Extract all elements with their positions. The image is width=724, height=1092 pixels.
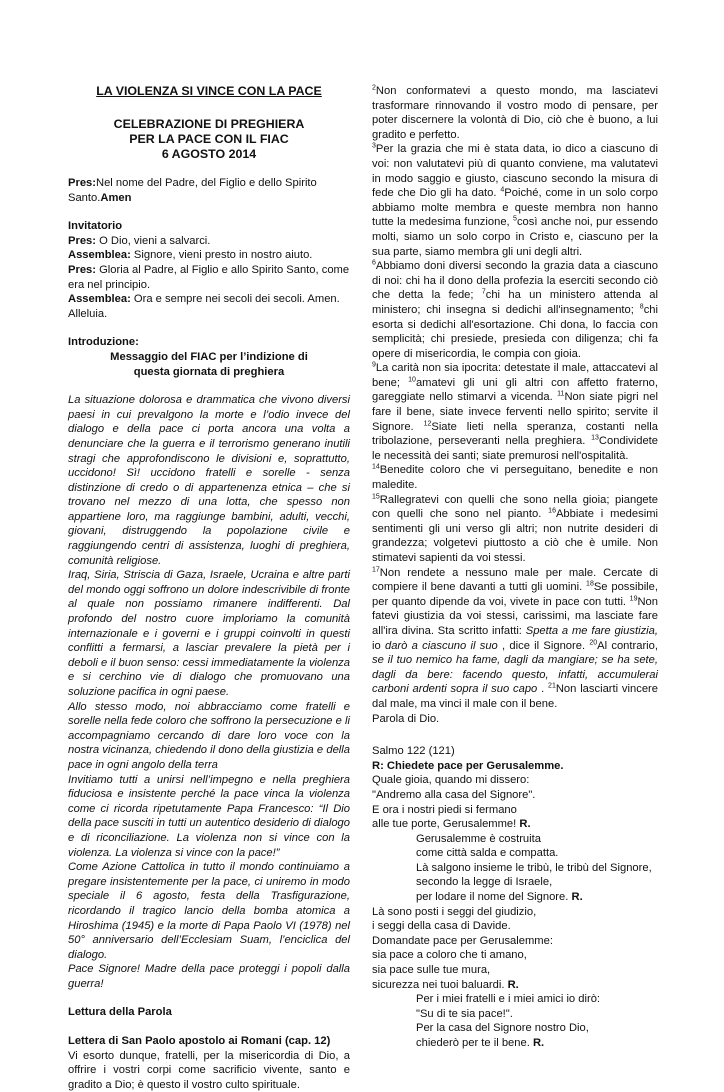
psalm-line: [372, 890, 658, 905]
psalm-line: Gerusalemme è costruita: [416, 832, 541, 845]
opening-text: Nel nome del Padre, del Figlio e dello Spirito Santo.: [68, 177, 317, 204]
verse-text: così anche noi, pur essendo molti, siamo un solo corpo in Cristo e, ciascuno per la sua parte, siamo membra gli uni degli altri.: [372, 216, 659, 258]
opening-amen: Amen: [100, 191, 132, 204]
subtitle-line-1: CELEBRAZIONE DI PREGHIERA: [113, 117, 305, 131]
psalm-line: sia pace a coloro che ti amano,: [372, 949, 527, 962]
psalm-title: Salmo 122 (121): [372, 745, 455, 758]
psalm-line: Là sono posti i seggi del giudizio,: [372, 905, 537, 918]
intro-heading: Introduzione:: [68, 336, 139, 349]
dialogue-text: O Dio, vieni a salvarci.: [96, 234, 211, 247]
verse-number: 19: [629, 595, 638, 603]
reading-closing: Parola di Dio.: [372, 712, 440, 725]
psalm-line-text: chiederò per te il bene.: [416, 1037, 533, 1049]
verse-number: 3: [372, 142, 376, 150]
verse-text: chi esorta si dedichi all'esortazione. Chi dona, lo faccia con semplicità; chi presiede, presieda con diligenza; chi fa opere di misericordia, le compia con gioia.: [372, 303, 658, 360]
psalm-line: come città salda e compatta.: [416, 847, 559, 860]
psalm-line: "Su di te sia pace!".: [416, 1007, 513, 1020]
verse-text: chi ha un ministero attenda al ministero; chi insegna si dedichi all'insegnamento;: [372, 289, 658, 316]
verse-text: Abbiate i medesimi sentimenti gli uni verso gli altri; non nutrite desideri di grandezza; volgetevi piuttosto a ciò che è umile. Non stimatevi sapienti da voi stessi.: [372, 508, 658, 564]
opening-speaker: Pres:: [68, 177, 96, 189]
verse-text: Non lasciarti vincere dal male, ma vinci il male con il bene.: [372, 683, 659, 710]
verse-text: Non fatevi giustizia da voi stessi, carissimi, ma lasciate fare all'ira divina. Sta scritto infatti:: [372, 595, 658, 637]
verse-text: , dice il Signore.: [497, 639, 590, 652]
psalm-line: [372, 978, 658, 993]
psalm-line: Quale gioia, quando mi dissero:: [372, 774, 530, 787]
invitatorio-line-1: [68, 234, 350, 249]
verse-number: 12: [423, 419, 432, 427]
lettura-heading: Lettura della Parola: [68, 1006, 172, 1019]
scripture-quote: se il tuo nemico ha fame, dagli da mangiare; se ha sete, dagli da bere: facendo questo, infatti, accumulerai carboni ardenti sopra il suo capo: [372, 654, 658, 696]
speaker-label: Pres:: [68, 263, 96, 276]
intro-paragraph: La situazione dolorosa e drammatica che vivono diversi paesi in cui prevalgono la morte e l’odio invece del dialogo e della pace ci porta ancora una volta a denunciare che la guerra e il terrorismo generano inutili stragi che approfondiscono le divisioni e, soprattutto, uccidono! Sì! uccidono fratelli e sorelle - senza distinzione di credo o di appartenenza etnica – che si trovano nel mezzo di una lotta, che spesso non appartiene loro, ma raggiunge bambini, adulti, vecchi, giovani, distruggendo la popolazione civile e raggiungendo centri di assistenza, luoghi di preghiera, comunità religiose.: [68, 394, 350, 567]
verse-text: amatevi gli uni gli altri con affetto fraterno, gareggiate nello stimarvi a vicenda.: [372, 376, 658, 404]
left-column: [68, 84, 350, 1092]
psalm-line: Domandate pace per Gerusalemme:: [372, 934, 553, 947]
verse-number: 2: [372, 84, 376, 92]
verse-text: Rallegratevi con quelli che sono nella gioia; piangete con quelli che sono nel pianto.: [372, 493, 658, 521]
verse-number: 8: [639, 303, 644, 311]
psalm-line: Per la casa del Signore nostro Dio,: [416, 1022, 589, 1035]
dialogue-text: Gloria al Padre, al Figlio e allo Spirito Santo, come era nel principio.: [68, 263, 350, 291]
verse-number: 4: [500, 186, 505, 194]
scripture-quote: Spetta a me fare giustizia,: [525, 624, 658, 637]
verse-text: io: [372, 639, 385, 652]
psalm-line: sia pace sulle tue mura,: [372, 964, 491, 977]
verse-text: Condividete le necessità dei santi; siate premurosi nell'ospitalità.: [372, 435, 658, 462]
verse-number: 16: [548, 507, 556, 515]
intro-paragraph: Allo stesso modo, noi abbracciamo come fratelli e sorelle nella fede coloro che soffrono la persecuzione e li accompagniamo cercando di dare loro voce con la nostra vicinanza, chiedendo il dono della giustizia e della pace in ogni angolo della terra: [68, 700, 350, 771]
opening-formula: [68, 176, 350, 205]
verse-number: 18: [586, 580, 594, 588]
verse-number: 13: [591, 434, 599, 442]
intro-paragraph: Iraq, Siria, Striscia di Gaza, Israele, Ucraina e altre parti del mondo oggi soffrono un dolore indescrivibile di fronte al quale non possiamo rimanere indifferenti. Dal profondo del nostro cuore imploriamo la comunità internazionale e i governi e i gruppi coinvolti in questi conflitti a fermarsi, a lasciar prevalere la pietà per i deboli e il buon senso: cessi immediatamente la violenza e si cerchino vie di dialogo che promuovano una soluzione pacifica in ogni paese.: [68, 569, 350, 698]
psalm-response: R.: [532, 1037, 545, 1049]
invitatorio-heading: Invitatorio: [68, 220, 123, 233]
verse-number: 6: [372, 259, 376, 267]
verse-number: 21: [548, 682, 556, 690]
verse-text: Al contrario,: [597, 639, 658, 652]
verse-number: 11: [557, 390, 565, 398]
verse-text: La carità non sia ipocrita: detestate il male, attaccatevi al bene;: [372, 362, 658, 389]
verse-text: Se possibile, per quanto dipende da voi, vivete in pace con tutti.: [372, 581, 658, 608]
dialogue-text: Signore, vieni presto in nostro aiuto.: [130, 249, 313, 262]
speaker-label: Pres:: [68, 234, 96, 247]
psalm-response: R.: [507, 978, 519, 991]
verse-number: 17: [372, 565, 380, 573]
psalm-response: R.: [571, 891, 583, 904]
psalm-line: [372, 817, 658, 832]
psalm-line: "Andremo alla casa del Signore".: [372, 788, 536, 801]
psalm-line: i seggi della casa di Davide.: [372, 920, 511, 933]
verse-text: Non siate pigri nel fare il bene, siate invece ferventi nello spirito; servite il Signore.: [372, 391, 658, 433]
verse-number: 5: [513, 215, 517, 223]
verse-number: 7: [481, 288, 486, 296]
psalm-line: E ora i nostri piedi si fermano: [372, 803, 517, 816]
subtitle-date: 6 AGOSTO 2014: [161, 147, 257, 161]
psalm-line: secondo la legge di Israele,: [416, 876, 553, 889]
psalm-line: Là salgono insieme le tribù, le tribù del Signore,: [416, 861, 652, 874]
verse-number: 10: [408, 376, 416, 384]
verse-text: .: [537, 683, 549, 696]
psalm-line-text: sicurezza nei tuoi baluardi.: [372, 978, 508, 991]
verse-number: 9: [372, 361, 376, 369]
psalm-line: Per i miei fratelli e i miei amici io dirò:: [416, 993, 601, 1006]
verse-text: Non conformatevi a questo mondo, ma lasciatevi trasformare rinnovando il vostro modo di pensare, per poter discernere la volontà di Dio, ciò che è buono, a lui gradito e perfetto.: [372, 85, 658, 141]
intro-subheading-1: Messaggio del FIAC per l’indizione di: [110, 350, 308, 363]
reading-verse-1: Vi esorto dunque, fratelli, per la misericordia di Dio, a offrire i vostri corpi come sacrificio vivente, santo e gradito a Dio; è questo il vostro culto spirituale.: [68, 1049, 350, 1091]
invitatorio-line-4: [68, 292, 350, 321]
psalm-refrain: R: Chiedete pace per Gerusalemme.: [372, 759, 564, 772]
verse-number: 20: [589, 638, 598, 646]
verse-text: Siate lieti nella speranza, costanti nella tribolazione, perseveranti nella preghiera.: [372, 420, 659, 448]
page-title: LA VIOLENZA SI VINCE CON LA PACE: [96, 84, 322, 98]
intro-paragraph: Invitiamo tutti a unirsi nell’impegno e nella preghiera fiduciosa e insistente perché la pace vinca la violenza come ci ricorda ripetutamente Papa Francesco: “Il Dio della pace susciti in tutti un autentico desiderio di dialogo e di riconciliazione. La violenza non si vince con la violenza. La violenza si vince con la pace!”: [68, 773, 350, 859]
reading-title: Lettera di San Paolo apostolo ai Romani (cap. 12): [68, 1035, 331, 1048]
verse-text: Per la grazia che mi è stata data, io dico a ciascuno di voi: non valutatevi più di quanto conviene, ma valutatevi in modo saggio e giusto, ciascuno secondo la misura di fede che Dio gli ha dato.: [372, 143, 658, 200]
verse-text: Abbiamo doni diversi secondo la grazia data a ciascuno di noi: chi ha il dono della profezia la eserciti secondo ciò che detta la fede;: [372, 260, 658, 302]
intro-subheading-2: questa giornata di preghiera: [133, 365, 285, 378]
verse-number: 14: [372, 463, 380, 471]
verse-text: Benedite coloro che vi perseguitano, benedite e non maledite.: [372, 464, 658, 492]
psalm-response: R.: [519, 818, 531, 831]
verse-text: Poiché, come in un solo corpo abbiamo molte membra e queste membra non hanno tutte la medesima funzione,: [372, 187, 658, 229]
dialogue-text: Ora e sempre nei secoli dei secoli. Amen. Alleluia.: [68, 293, 340, 320]
speaker-label: Assemblea:: [68, 293, 131, 306]
intro-paragraph: Come Azione Cattolica in tutto il mondo continuiamo a pregare insistentemente per la pace, ci uniremo in modo speciale il 6 agosto, festa della Trasfigurazione, ricordando il tragico lancio della bomba atomica a Hiroshima (1945) e la morte di Papa Paolo VI (1978) nel 50° anniversario dell’Ecclesiam Suam, l’enciclica del dialogo.: [68, 861, 350, 961]
intro-paragraph: Pace Signore! Madre della pace proteggi i popoli dalla guerra!: [68, 963, 350, 990]
speaker-label: Assemblea:: [68, 249, 131, 262]
invitatorio-line-2: [68, 248, 350, 263]
psalm-line: [372, 1036, 658, 1051]
verse-text: Non rendete a nessuno male per male. Cercate di compiere il bene davanti a tutti gli uomini.: [372, 566, 658, 594]
right-column: [372, 84, 658, 1051]
verse-number: 15: [372, 492, 380, 500]
invitatorio-line-3: [68, 263, 350, 292]
reading-text: [372, 84, 658, 712]
psalm-line-text: alle tue porte, Gerusalemme!: [372, 818, 520, 831]
psalm-line-text: per lodare il nome del Signore.: [416, 891, 572, 904]
scripture-quote: darò a ciascuno il suo: [384, 639, 498, 652]
subtitle-line-2: PER LA PACE CON IL FIAC: [129, 132, 289, 146]
